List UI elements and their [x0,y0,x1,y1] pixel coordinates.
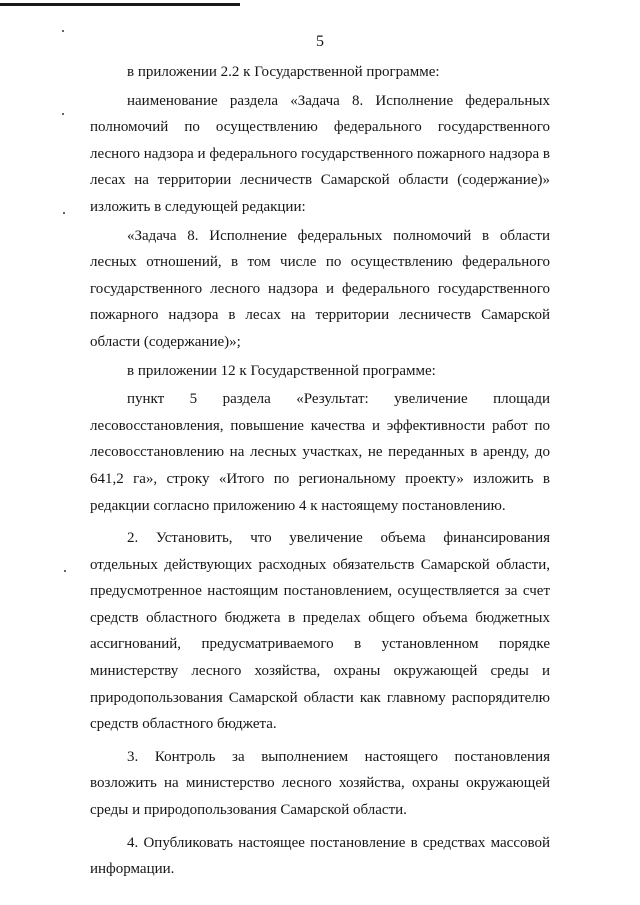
paragraph-new-wording: «Задача 8. Исполнение федеральных полномочий в области лесных отношений, в том числе по осуществлению федерального государственного лесного надзора и федерального государственного пожарного надзора в лесах на территории лесничеств Самарской области (содержание)»; [90,227,550,350]
scan-speck [62,30,64,32]
paragraph-clause-3: 3. Контроль за выполнением настоящего постановления возложить на министерство лесного хозяйства, охраны окружающей среды и природопользования Самарской области. [90,748,550,819]
scan-speck [62,113,64,115]
scan-artifact-line [0,3,240,6]
scan-speck [63,212,65,214]
document-body [90,59,550,883]
paragraph-clause-4: 4. Опубликовать настоящее постановление в средствах массовой информации. [90,834,550,878]
paragraph-appendix-2-2: в приложении 2.2 к Государственной программе: [127,64,440,80]
paragraph-appendix-12: в приложении 12 к Государственной программе: [127,362,436,379]
paragraph-item-5: пункт 5 раздела «Результат: увеличение площади лесовосстановления, повышение качества и эффективности работ по лесовосстановлению на лесных участках, не переданных в аренду, до 641,2 га», строку «Итого по региональному проекту» изложить в редакции согласно приложению 4 к настоящему постановлению. [90,391,550,514]
scan-speck [64,570,66,572]
paragraph-clause-2: 2. Установить, что увеличение объема финансирования отдельных действующих расходных обязательств Самарской области, предусмотренное настоящим постановлением, осуществляется за счет средств областного бюджета в пределах общего объема бюджетных ассигнований, предусматриваемого в установленном порядке министерству лесного хозяйства, охраны окружающей среды и природопользования Самарской области как главному распорядителю средств областного бюджета. [90,530,550,733]
paragraph-section-name: наименование раздела «Задача 8. Исполнение федеральных полномочий по осуществлению федерального государственного лесного надзора и федерального государственного пожарного надзора в лесах на территории лесничеств Самарской области (содержание)» изложить в следующей редакции: [90,92,550,215]
page-number: 5 [316,33,324,50]
